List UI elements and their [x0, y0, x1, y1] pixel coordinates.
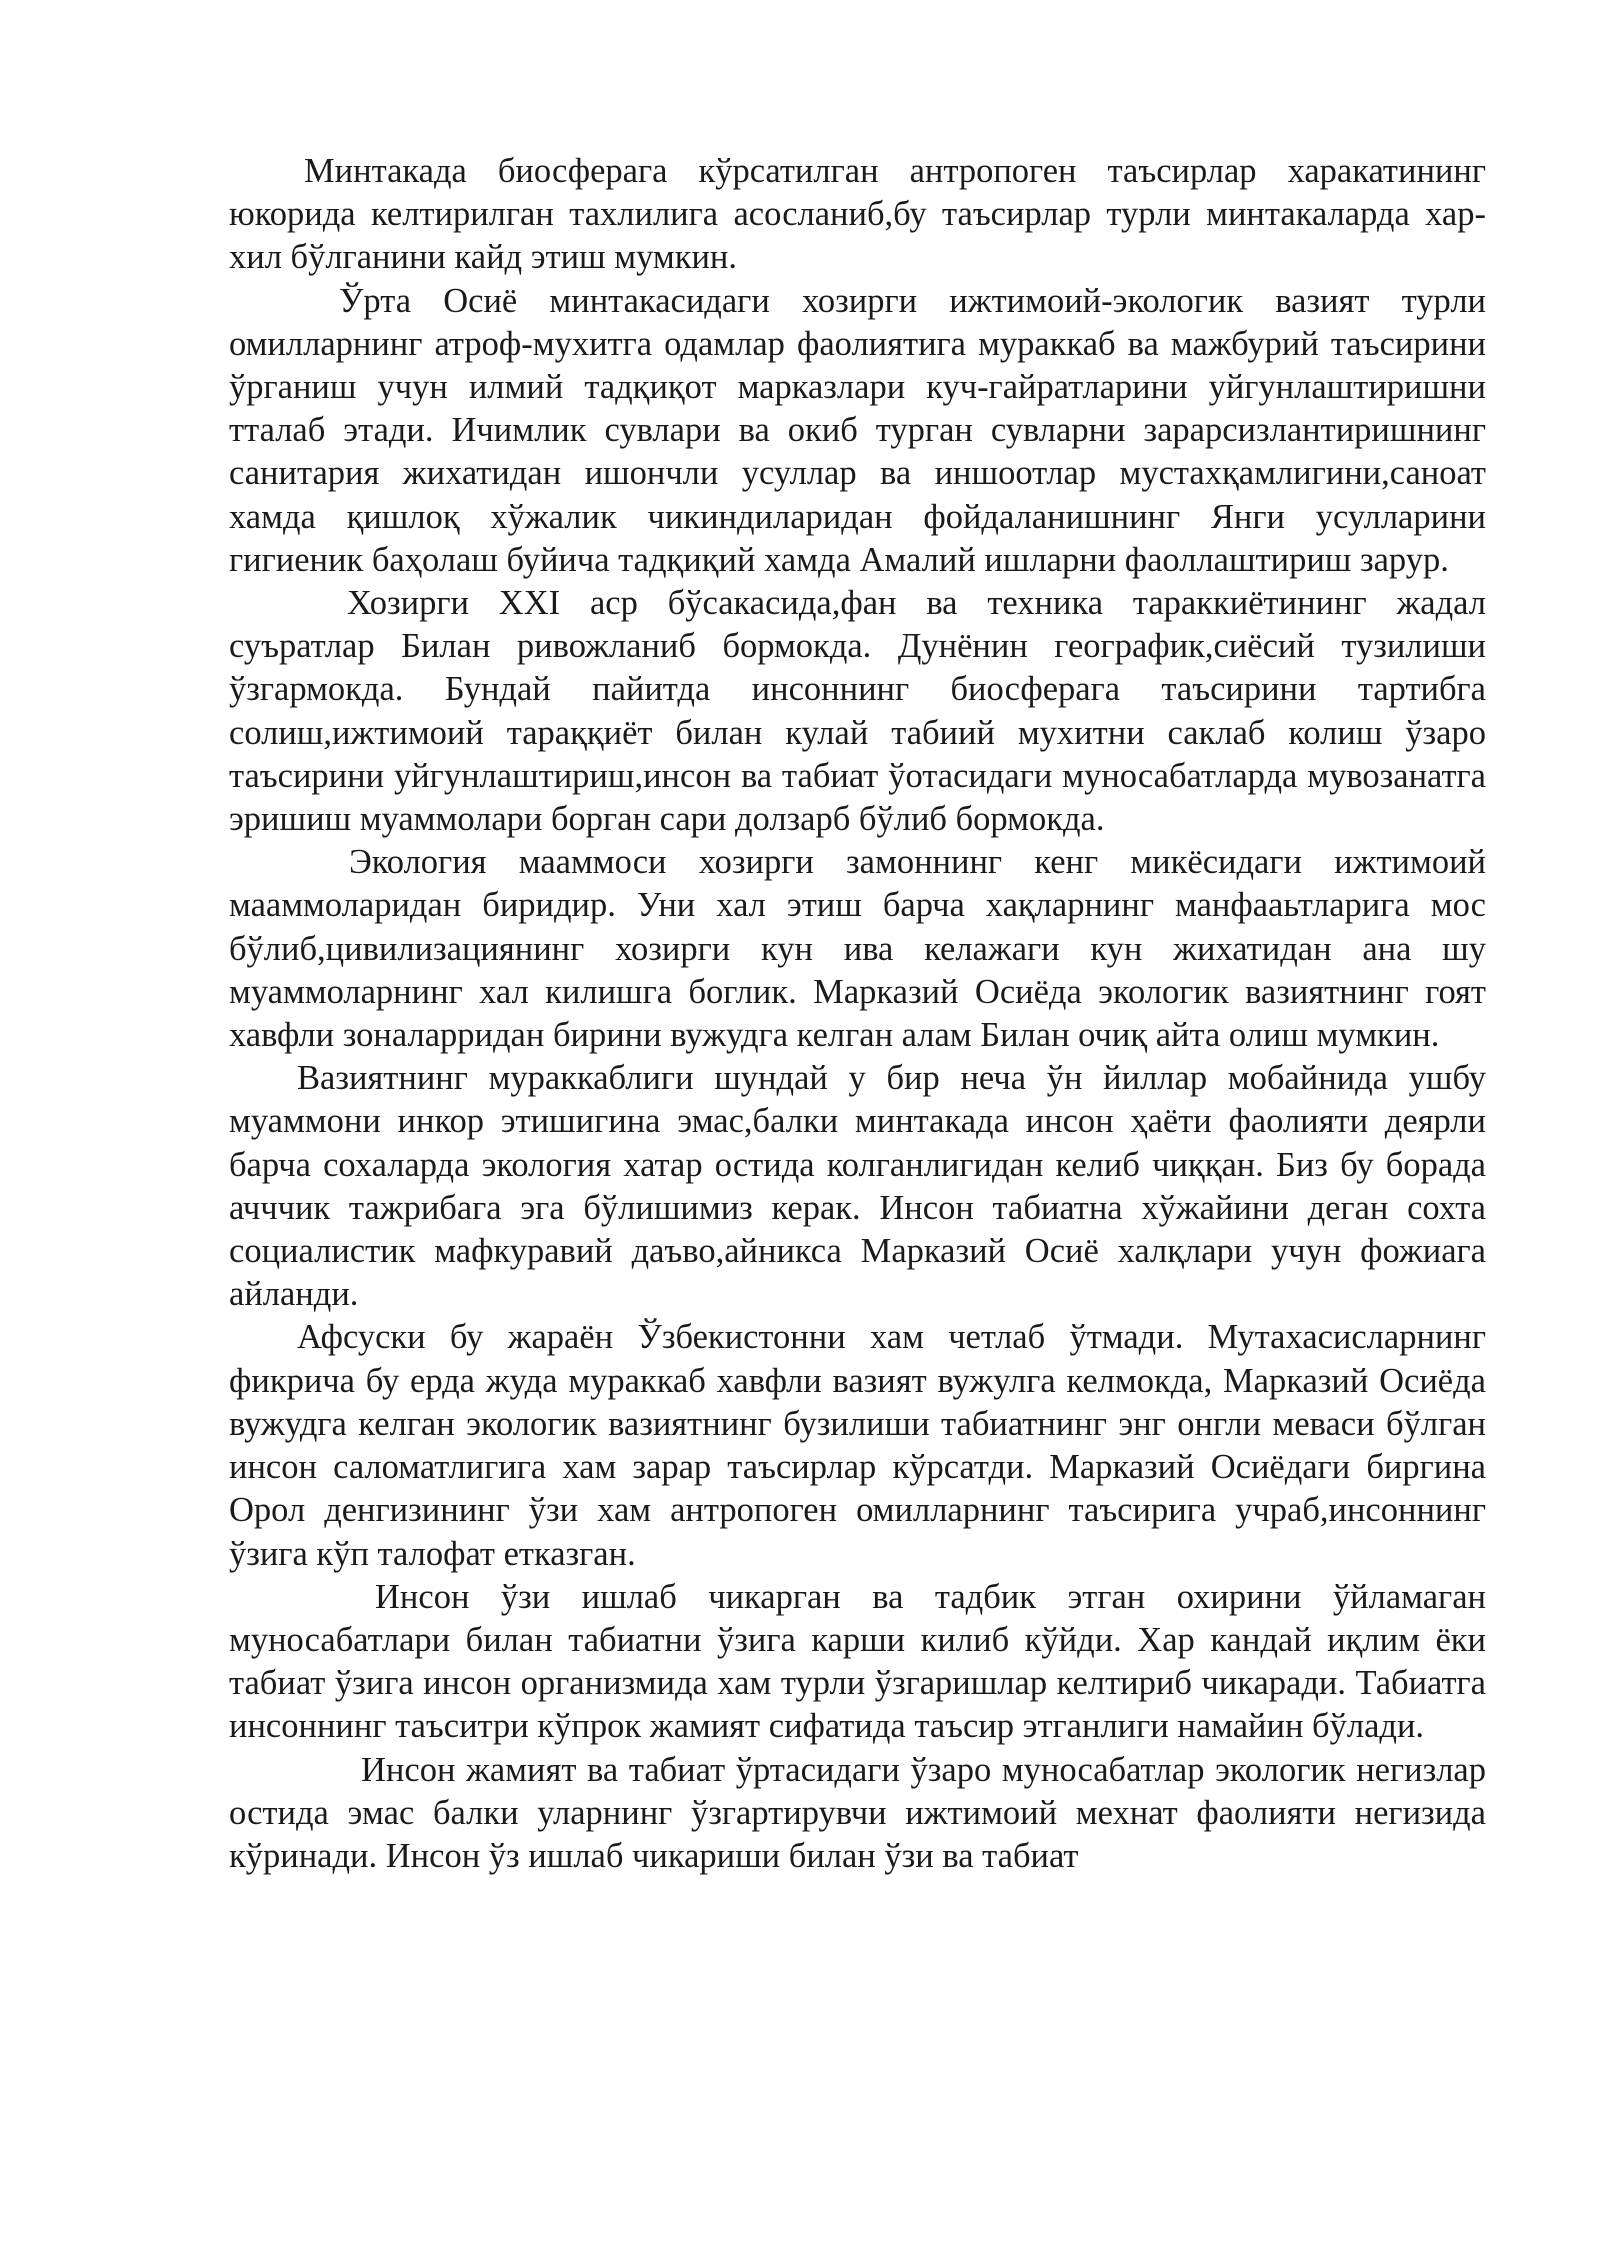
- paragraph-5: Вазиятнинг мураккаблиги шундай у бир неча ўн йиллар мобайнида ушбу муаммони инкор этишигина эмас,балки минтакада инсон ҳаёти фаолияти деярли барча сохаларда экология хатар остида колганлигидан келиб чиққан. Биз бу борада ачччик тажрибага эга бўлишимиз керак. Инсон табиатна хўжайини деган сохта социалистик мафкуравий даъво,айникса Марказий Осиё халқлари учун фожиага айланди.: [229, 1059, 1486, 1314]
- paragraph-4: Экология мааммоси хозирги замоннинг кенг микёсидаги ижтимоий мааммоларидан биридир. Уни хал этиш барча хақларнинг манфааьтларига мос бўлиб,цивилизациянинг хозирги кун ива келажаги кун жихатидан ана шу муаммоларнинг хал килишга боглик. Марказий Осиёда экологик вазиятнинг гоят хавфли зоналарридан бирини вужудга келган алам Билан очиқ айта олиш мумкин.: [229, 843, 1486, 1055]
- document-body: [229, 150, 1486, 1878]
- paragraph-2: Ўрта Осиё минтакасидаги хозирги ижтимоий-экологик вазият турли омилларнинг атроф-мухитга одамлар фаолиятига мураккаб ва мажбурий таъсирини ўрганиш учун илмий тадқиқот марказлари куч-гайратларини уйгунлаштиришни тталаб этади. Ичимлик сувлари ва окиб турган сувларни зарарсизлантиришнинг санитария жихатидан ишончли усуллар ва иншоотлар мустахқамлигини,саноат хамда қишлоқ хўжалик чикиндиларидан фойдаланишнинг Янги усулларини гигиеник баҳолаш буйича тадқиқий хамда Амалий ишларни фаоллаштириш зарур.: [229, 281, 1486, 579]
- paragraph-7: Инсон ўзи ишлаб чикарган ва тадбик этган охирини ўйламаган муносабатлари билан табиатни ўзига карши килиб кўйди. Хар кандай иқлим ёки табиат ўзига инсон организмида хам турли ўзгаришлар келтириб чикаради. Табиатга инсоннинг таъситри кўпрок жамият сифатида таъсир этганлиги намайин бўлади.: [229, 1577, 1486, 1746]
- paragraph-1: Минтакада биосферага кўрсатилган антропоген таъсирлар харакатининг юкорида келтирилган тахлилига асосланиб,бу таъсирлар турли минтакаларда хар-хил бўлганини кайд этиш мумкин.: [229, 152, 1486, 277]
- paragraph-8: Инсон жамият ва табиат ўртасидаги ўзаро муносабатлар экологик негизлар остида эмас балки уларнинг ўзгартирувчи ижтимоий мехнат фаолияти негизида кўринади. Инсон ўз ишлаб чикариши билан ўзи ва табиат: [229, 1750, 1486, 1875]
- paragraph-3: Хозирги XXI аср бўсакасида,фан ва техника тараккиётининг жадал суъратлар Билан ривожланиб бормокда. Дунёнин географик,сиёсий тузилиши ўзгармокда. Бундай пайитда инсоннинг биосферага таъсирини тартибга солиш,ижтимоий тараққиёт билан кулай табиий мухитни саклаб колиш ўзаро таъсирини уйгунлаштириш,инсон ва табиат ўотасидаги муносабатларда мувозанатга эришиш муаммолари борган сари долзарб бўлиб бормокда.: [229, 584, 1486, 839]
- paragraph-6: Афсуски бу жараён Ўзбекистонни хам четлаб ўтмади. Мутахасисларнинг фикрича бу ерда жуда мураккаб хавфли вазият вужулга келмокда, Марказий Осиёда вужудга келган экологик вазиятнинг бузилиши табиатнинг энг онгли меваси бўлган инсон саломатлигига хам зарар таъсирлар кўрсатди. Марказий Осиёдаги биргина Орол денгизининг ўзи хам антропоген омилларнинг таъсирига учраб,инсоннинг ўзига кўп талофат етказган.: [229, 1318, 1486, 1573]
